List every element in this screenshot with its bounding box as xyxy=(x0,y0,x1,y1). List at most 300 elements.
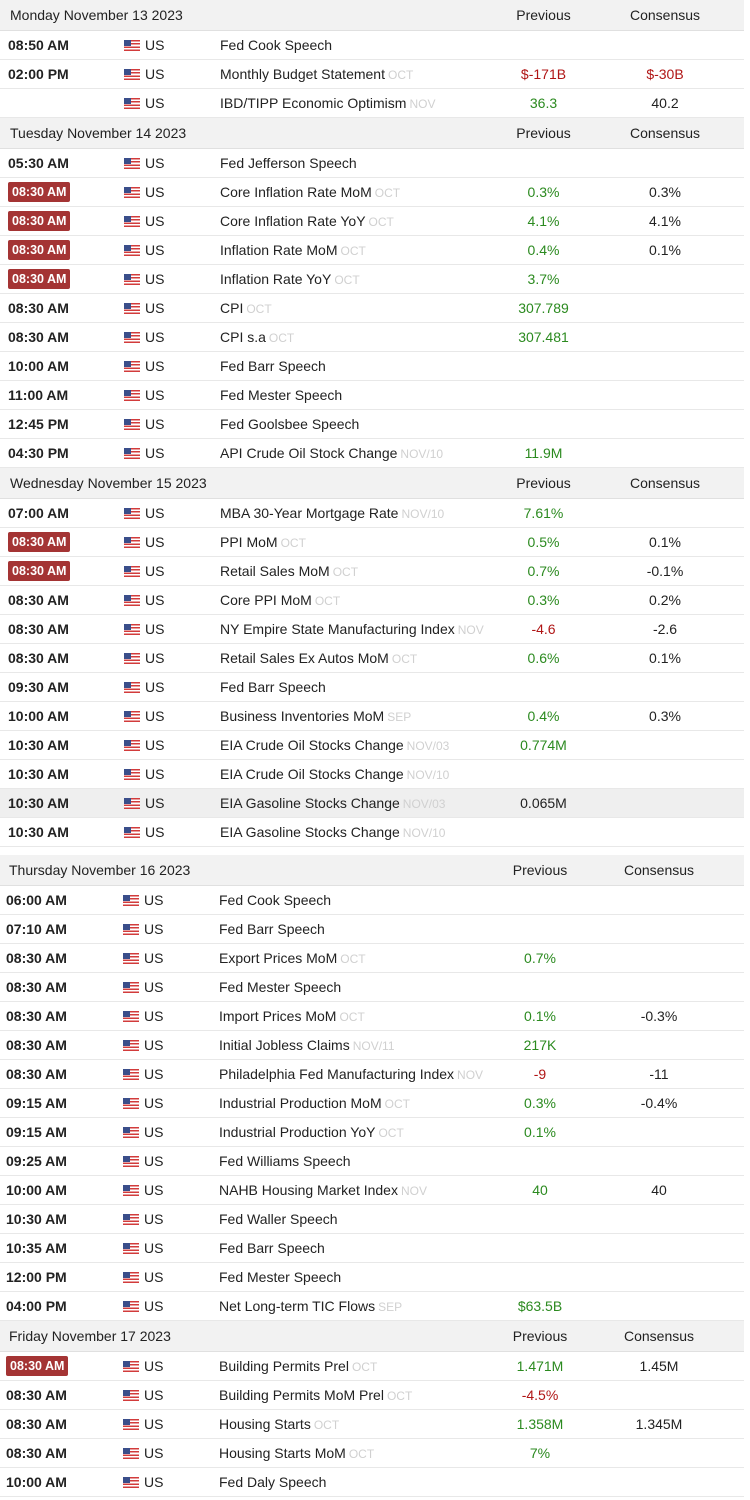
event-name[interactable]: Retail Sales Ex Autos MoM xyxy=(220,650,389,666)
us-flag-icon xyxy=(123,1098,139,1109)
day-header xyxy=(0,1321,744,1352)
country-code: US xyxy=(145,242,165,258)
event-time xyxy=(0,1387,123,1403)
event-row[interactable] xyxy=(0,1439,744,1468)
time-label: 08:50 AM xyxy=(8,37,69,53)
reference-period: OCT xyxy=(391,652,418,666)
event-row[interactable] xyxy=(0,1031,744,1060)
event-country xyxy=(123,1008,219,1024)
event-row[interactable] xyxy=(0,1118,744,1147)
event-row[interactable] xyxy=(0,1002,744,1031)
event-row[interactable] xyxy=(0,915,744,944)
event-name-cell[interactable] xyxy=(220,679,501,695)
event-country xyxy=(123,1474,219,1490)
event-country xyxy=(123,1387,219,1403)
event-country xyxy=(124,679,220,695)
day-section xyxy=(0,118,744,468)
event-row[interactable] xyxy=(0,673,744,702)
time-label: 12:00 PM xyxy=(6,1269,67,1285)
country-code: US xyxy=(145,300,165,316)
event-country xyxy=(124,650,220,666)
event-name-cell[interactable] xyxy=(219,1095,500,1111)
event-name-cell[interactable] xyxy=(220,795,501,811)
event-name[interactable]: Core Inflation Rate YoY xyxy=(220,213,366,229)
event-row[interactable] xyxy=(0,31,744,60)
time-label: 08:30 AM xyxy=(8,329,69,345)
event-name-cell[interactable] xyxy=(220,387,501,403)
us-flag-icon xyxy=(124,332,140,343)
reference-period: OCT xyxy=(268,331,295,345)
event-country xyxy=(123,1182,219,1198)
event-name-cell[interactable] xyxy=(219,1066,500,1082)
consensus-column-header: Consensus xyxy=(629,7,701,23)
day-title: Thursday November 16 2023 xyxy=(9,862,191,878)
event-name[interactable]: Industrial Production YoY xyxy=(219,1124,376,1140)
consensus-value: 0.2% xyxy=(649,592,681,608)
event-name[interactable]: Initial Jobless Claims xyxy=(219,1037,350,1053)
event-country xyxy=(124,213,220,229)
event-time xyxy=(0,211,124,231)
event-name-cell[interactable] xyxy=(220,445,501,461)
us-flag-icon xyxy=(123,1127,139,1138)
reference-period: NOV/03 xyxy=(406,739,450,753)
country-code: US xyxy=(145,416,165,432)
event-row[interactable] xyxy=(0,1060,744,1089)
event-time xyxy=(0,505,124,521)
event-country xyxy=(123,1037,219,1053)
event-name[interactable]: Core PPI MoM xyxy=(220,592,312,608)
previous-value: 7.61% xyxy=(523,505,564,521)
event-row[interactable] xyxy=(0,1147,744,1176)
previous-value: 1.358M xyxy=(516,1416,564,1432)
time-label: 05:30 AM xyxy=(8,155,69,171)
event-name-cell[interactable] xyxy=(220,213,501,229)
event-name-cell[interactable] xyxy=(220,621,501,637)
event-name-cell[interactable] xyxy=(219,1298,500,1314)
event-row[interactable] xyxy=(0,149,744,178)
event-name-cell[interactable] xyxy=(220,358,501,374)
event-row[interactable] xyxy=(0,499,744,528)
event-name-cell[interactable] xyxy=(220,271,501,287)
event-time xyxy=(0,269,124,289)
event-row[interactable] xyxy=(0,644,744,673)
event-name-cell[interactable] xyxy=(220,416,501,432)
event-name[interactable]: Fed Williams Speech xyxy=(219,1153,351,1169)
event-name[interactable]: Fed Mester Speech xyxy=(219,1269,342,1285)
day-title: Friday November 17 2023 xyxy=(9,1328,171,1344)
event-name-cell[interactable] xyxy=(220,184,501,200)
event-country xyxy=(123,1124,219,1140)
time-label: 08:30 AM xyxy=(6,1416,67,1432)
event-country xyxy=(123,892,219,908)
us-flag-icon xyxy=(124,566,140,577)
day-section xyxy=(0,1321,744,1497)
event-name[interactable]: Inflation Rate MoM xyxy=(220,242,338,258)
day-header xyxy=(0,855,744,886)
event-name[interactable]: CPI s.a xyxy=(220,329,266,345)
event-country xyxy=(124,271,220,287)
event-name[interactable]: EIA Crude Oil Stocks Change xyxy=(220,766,404,782)
event-country xyxy=(124,824,220,840)
country-code: US xyxy=(144,892,164,908)
event-name[interactable]: Net Long-term TIC Flows xyxy=(219,1298,376,1314)
reference-period: OCT xyxy=(334,273,360,287)
event-name-cell[interactable] xyxy=(219,1269,500,1285)
event-row[interactable] xyxy=(0,1089,744,1118)
event-row[interactable] xyxy=(0,89,744,118)
event-name[interactable]: EIA Gasoline Stocks Change xyxy=(220,795,400,811)
event-name-cell[interactable] xyxy=(219,1008,500,1024)
event-row[interactable] xyxy=(0,1176,744,1205)
event-name[interactable]: EIA Crude Oil Stocks Change xyxy=(220,737,404,753)
country-code: US xyxy=(144,1416,164,1432)
event-name[interactable]: EIA Gasoline Stocks Change xyxy=(220,824,400,840)
us-flag-icon xyxy=(124,245,140,256)
event-time xyxy=(0,416,124,432)
previous-value: 1.471M xyxy=(516,1358,564,1374)
consensus-value: 0.3% xyxy=(649,184,681,200)
event-name-cell[interactable] xyxy=(219,1445,500,1461)
event-name-cell[interactable] xyxy=(219,1358,500,1374)
event-time xyxy=(0,37,124,53)
event-row[interactable] xyxy=(0,1352,744,1381)
event-time xyxy=(0,155,124,171)
us-flag-icon xyxy=(123,1361,139,1372)
reference-period: OCT xyxy=(246,302,272,316)
us-flag-icon xyxy=(123,1448,139,1459)
event-country xyxy=(124,387,220,403)
event-row[interactable] xyxy=(0,1381,744,1410)
reference-period: OCT xyxy=(340,244,366,258)
previous-value: 307.481 xyxy=(518,329,569,345)
event-row[interactable] xyxy=(0,1468,744,1497)
reference-period: OCT xyxy=(351,1360,378,1374)
us-flag-icon xyxy=(123,982,139,993)
event-name-cell[interactable] xyxy=(220,155,501,171)
reference-period: OCT xyxy=(368,215,394,229)
event-name[interactable]: Industrial Production MoM xyxy=(219,1095,382,1111)
event-name-cell[interactable] xyxy=(219,921,500,937)
consensus-value: 40.2 xyxy=(651,95,679,111)
event-name[interactable]: Philadelphia Fed Manufacturing Index xyxy=(219,1066,455,1082)
us-flag-icon xyxy=(123,924,139,935)
event-country xyxy=(123,950,219,966)
reference-period: OCT xyxy=(313,1418,340,1432)
previous-value: 0.6% xyxy=(527,650,560,666)
high-impact-time-badge: 08:30 AM xyxy=(8,532,70,552)
event-name[interactable]: Retail Sales MoM xyxy=(220,563,330,579)
event-row[interactable] xyxy=(0,615,744,644)
country-code: US xyxy=(144,1066,164,1082)
event-name-cell[interactable] xyxy=(219,1037,500,1053)
event-row[interactable] xyxy=(0,557,744,586)
event-time xyxy=(0,1356,123,1376)
event-time xyxy=(0,795,124,811)
us-flag-icon xyxy=(123,1301,139,1312)
event-name[interactable]: Building Permits Prel xyxy=(219,1358,349,1374)
consensus-value: 4.1% xyxy=(649,213,681,229)
us-flag-icon xyxy=(123,1156,139,1167)
country-code: US xyxy=(145,271,165,287)
event-name-cell[interactable] xyxy=(219,979,500,995)
event-name[interactable]: Export Prices MoM xyxy=(219,950,338,966)
event-name[interactable]: Fed Waller Speech xyxy=(219,1211,338,1227)
event-name[interactable]: NAHB Housing Market Index xyxy=(219,1182,398,1198)
event-name-cell[interactable] xyxy=(219,1240,500,1256)
event-country xyxy=(124,563,220,579)
us-flag-icon xyxy=(124,624,140,635)
consensus-value: -2.6 xyxy=(652,621,678,637)
event-time xyxy=(0,708,124,724)
event-name-cell[interactable] xyxy=(220,37,501,53)
previous-value: 0.4% xyxy=(527,708,560,724)
event-row[interactable] xyxy=(0,760,744,789)
high-impact-time-badge: 08:30 AM xyxy=(8,561,70,581)
event-country xyxy=(124,505,220,521)
country-code: US xyxy=(145,155,165,171)
consensus-value: 0.1% xyxy=(649,650,681,666)
country-code: US xyxy=(145,445,165,461)
event-name[interactable]: Core Inflation Rate MoM xyxy=(220,184,372,200)
event-time xyxy=(0,979,123,995)
country-code: US xyxy=(144,1387,164,1403)
event-name[interactable]: Fed Cook Speech xyxy=(220,37,333,53)
event-name[interactable]: Inflation Rate YoY xyxy=(220,271,332,287)
event-country xyxy=(123,1269,219,1285)
country-code: US xyxy=(145,387,165,403)
event-name[interactable]: Fed Mester Speech xyxy=(220,387,343,403)
event-row[interactable] xyxy=(0,439,744,468)
us-flag-icon xyxy=(124,448,140,459)
event-country xyxy=(123,1358,219,1374)
time-label: 09:25 AM xyxy=(6,1153,67,1169)
consensus-value: -11 xyxy=(649,1066,669,1082)
country-code: US xyxy=(145,66,165,82)
country-code: US xyxy=(144,950,164,966)
us-flag-icon xyxy=(123,1390,139,1401)
event-time xyxy=(0,1445,123,1461)
time-label: 09:15 AM xyxy=(6,1095,67,1111)
event-row[interactable] xyxy=(0,731,744,760)
event-name[interactable]: Fed Barr Speech xyxy=(219,1240,325,1256)
event-name-cell[interactable] xyxy=(220,534,501,550)
event-row[interactable] xyxy=(0,410,744,439)
day-title: Tuesday November 14 2023 xyxy=(10,125,187,141)
previous-value: 40 xyxy=(532,1182,548,1198)
country-code: US xyxy=(144,1298,164,1314)
event-name[interactable]: PPI MoM xyxy=(220,534,278,550)
event-name-cell[interactable] xyxy=(219,1211,500,1227)
event-row[interactable] xyxy=(0,1410,744,1439)
event-row[interactable] xyxy=(0,1263,744,1292)
country-code: US xyxy=(144,921,164,937)
day-title: Wednesday November 15 2023 xyxy=(10,475,207,491)
event-row[interactable] xyxy=(0,528,744,557)
event-time xyxy=(0,1066,123,1082)
previous-value: 0.065M xyxy=(520,795,567,811)
event-row[interactable] xyxy=(0,886,744,915)
event-row[interactable] xyxy=(0,818,744,847)
event-row[interactable] xyxy=(0,973,744,1002)
event-row[interactable] xyxy=(0,789,744,818)
event-row[interactable] xyxy=(0,265,744,294)
event-name-cell[interactable] xyxy=(219,1416,500,1432)
reference-period: NOV/11 xyxy=(352,1039,395,1053)
event-country xyxy=(124,37,220,53)
time-label: 08:30 AM xyxy=(6,950,67,966)
time-label: 07:00 AM xyxy=(8,505,69,521)
event-time xyxy=(0,1269,123,1285)
country-code: US xyxy=(144,1153,164,1169)
event-name-cell[interactable] xyxy=(219,1182,500,1198)
event-name-cell[interactable] xyxy=(220,505,501,521)
country-code: US xyxy=(145,824,165,840)
country-code: US xyxy=(145,505,165,521)
event-row[interactable] xyxy=(0,294,744,323)
previous-value: $-171B xyxy=(520,66,567,82)
event-time xyxy=(0,66,124,82)
reference-period: OCT xyxy=(384,1097,410,1111)
event-name-cell[interactable] xyxy=(220,300,501,316)
event-time xyxy=(0,950,123,966)
us-flag-icon xyxy=(124,798,140,809)
event-name-cell[interactable] xyxy=(220,95,501,111)
event-country xyxy=(124,621,220,637)
event-time xyxy=(0,1416,123,1432)
event-name-cell[interactable] xyxy=(219,1153,500,1169)
reference-period: SEP xyxy=(387,710,412,724)
event-name[interactable]: IBD/TIPP Economic Optimism xyxy=(220,95,407,111)
event-country xyxy=(124,358,220,374)
country-code: US xyxy=(145,708,165,724)
previous-value: 0.5% xyxy=(527,534,560,550)
event-country xyxy=(123,1240,219,1256)
event-name-cell[interactable] xyxy=(220,708,501,724)
event-row[interactable] xyxy=(0,1234,744,1263)
event-row[interactable] xyxy=(0,586,744,615)
event-row[interactable] xyxy=(0,178,744,207)
previous-value: 0.7% xyxy=(527,563,560,579)
reference-period: OCT xyxy=(388,68,414,82)
event-name-cell[interactable] xyxy=(220,242,501,258)
event-time xyxy=(0,824,124,840)
previous-value: 0.3% xyxy=(527,184,560,200)
event-country xyxy=(124,592,220,608)
country-code: US xyxy=(144,1474,164,1490)
event-row[interactable] xyxy=(0,236,744,265)
event-time xyxy=(0,679,124,695)
event-name-cell[interactable] xyxy=(220,766,501,782)
event-row[interactable] xyxy=(0,1205,744,1234)
previous-column-header: Previous xyxy=(516,475,571,491)
day-section xyxy=(0,855,744,1321)
event-name-cell[interactable] xyxy=(220,563,501,579)
event-row[interactable] xyxy=(0,702,744,731)
reference-period: NOV/10 xyxy=(400,447,444,461)
event-time xyxy=(0,1240,123,1256)
reference-period: OCT xyxy=(339,1010,365,1024)
event-time xyxy=(0,445,124,461)
country-code: US xyxy=(145,329,165,345)
us-flag-icon xyxy=(124,827,140,838)
time-label: 07:10 AM xyxy=(6,921,67,937)
country-code: US xyxy=(145,592,165,608)
us-flag-icon xyxy=(124,595,140,606)
event-name-cell[interactable] xyxy=(220,650,501,666)
event-row[interactable] xyxy=(0,60,744,89)
event-time xyxy=(0,300,124,316)
event-name-cell[interactable] xyxy=(219,950,500,966)
event-name[interactable]: Fed Mester Speech xyxy=(219,979,342,995)
event-name[interactable]: Fed Jefferson Speech xyxy=(220,155,357,171)
country-code: US xyxy=(145,650,165,666)
event-row[interactable] xyxy=(0,1292,744,1321)
event-time xyxy=(0,1474,123,1490)
event-name[interactable]: API Crude Oil Stock Change xyxy=(220,445,398,461)
event-name[interactable]: Import Prices MoM xyxy=(219,1008,337,1024)
event-name[interactable]: Fed Daly Speech xyxy=(219,1474,327,1490)
event-name[interactable]: Housing Starts MoM xyxy=(219,1445,346,1461)
country-code: US xyxy=(145,213,165,229)
event-row[interactable] xyxy=(0,352,744,381)
reference-period: OCT xyxy=(378,1126,404,1140)
time-label: 08:30 AM xyxy=(8,592,69,608)
event-row[interactable] xyxy=(0,207,744,236)
event-name[interactable]: NY Empire State Manufacturing Index xyxy=(220,621,455,637)
event-name-cell[interactable] xyxy=(219,1124,500,1140)
event-name-cell[interactable] xyxy=(219,1474,500,1490)
event-name[interactable]: CPI xyxy=(220,300,244,316)
consensus-value: 0.3% xyxy=(649,708,681,724)
event-name-cell[interactable] xyxy=(219,892,500,908)
previous-value: 0.774M xyxy=(520,737,567,753)
event-row[interactable] xyxy=(0,944,744,973)
us-flag-icon xyxy=(123,1243,139,1254)
event-name-cell[interactable] xyxy=(220,329,501,345)
day-section xyxy=(0,0,744,118)
event-name-cell[interactable] xyxy=(220,66,501,82)
event-name[interactable]: Fed Barr Speech xyxy=(220,358,326,374)
event-name-cell[interactable] xyxy=(220,737,501,753)
previous-value: -4.5% xyxy=(521,1387,559,1403)
event-name[interactable]: Fed Barr Speech xyxy=(220,679,326,695)
event-name[interactable]: MBA 30-Year Mortgage Rate xyxy=(220,505,399,521)
event-time xyxy=(0,329,124,345)
event-name[interactable]: Housing Starts xyxy=(219,1416,311,1432)
event-name[interactable]: Business Inventories MoM xyxy=(220,708,385,724)
event-time xyxy=(0,1182,123,1198)
event-name[interactable]: Fed Goolsbee Speech xyxy=(220,416,360,432)
event-name[interactable]: Monthly Budget Statement xyxy=(220,66,385,82)
event-name[interactable]: Fed Cook Speech xyxy=(219,892,332,908)
event-name-cell[interactable] xyxy=(220,592,501,608)
us-flag-icon xyxy=(123,953,139,964)
us-flag-icon xyxy=(123,1419,139,1430)
event-row[interactable] xyxy=(0,381,744,410)
event-time xyxy=(0,650,124,666)
event-name-cell[interactable] xyxy=(220,824,501,840)
previous-value: 307.789 xyxy=(518,300,569,316)
event-time xyxy=(0,1095,123,1111)
us-flag-icon xyxy=(124,740,140,751)
event-name[interactable]: Building Permits MoM Prel xyxy=(219,1387,384,1403)
event-name-cell[interactable] xyxy=(219,1387,500,1403)
us-flag-icon xyxy=(124,187,140,198)
event-name[interactable]: Fed Barr Speech xyxy=(219,921,325,937)
event-country xyxy=(123,1416,219,1432)
reference-period: SEP xyxy=(378,1300,403,1314)
event-row[interactable] xyxy=(0,323,744,352)
